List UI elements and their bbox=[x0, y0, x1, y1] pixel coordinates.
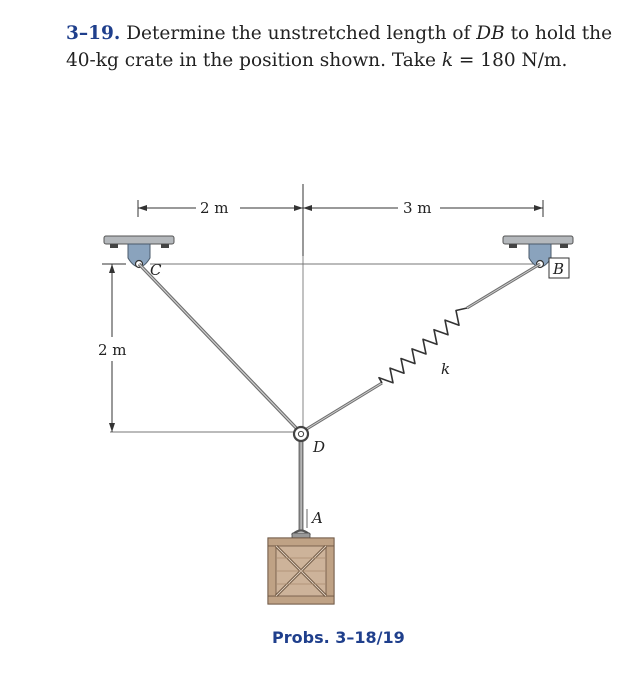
dim-2m-horizontal: 2 m bbox=[200, 199, 229, 217]
problem-number: 3–19. bbox=[66, 23, 121, 44]
statement-var-db: DB bbox=[476, 23, 505, 44]
label-k: k bbox=[441, 360, 451, 378]
support-c bbox=[104, 236, 174, 268]
dim-2m-vertical: 2 m bbox=[98, 341, 127, 359]
crate bbox=[268, 531, 334, 605]
statement-line2-end: = 180 N/m. bbox=[453, 50, 568, 71]
dim-3m-horizontal: 3 m bbox=[403, 199, 432, 217]
ring-d bbox=[294, 427, 308, 441]
figure-caption: Probs. 3–18/19 bbox=[272, 628, 405, 647]
label-b: B bbox=[553, 260, 565, 278]
statement-line1-text: Determine the unstretched length of bbox=[126, 23, 477, 44]
statement-line2-text: 40-kg crate in the position shown. Take bbox=[66, 50, 442, 71]
top-dimension bbox=[138, 184, 543, 256]
statement-var-k: k bbox=[441, 50, 454, 71]
statement-line1-end: to hold the bbox=[504, 23, 613, 44]
spring-db bbox=[379, 308, 467, 383]
label-d: D bbox=[313, 438, 326, 456]
label-c: C bbox=[150, 261, 162, 279]
label-a: A bbox=[312, 509, 323, 527]
